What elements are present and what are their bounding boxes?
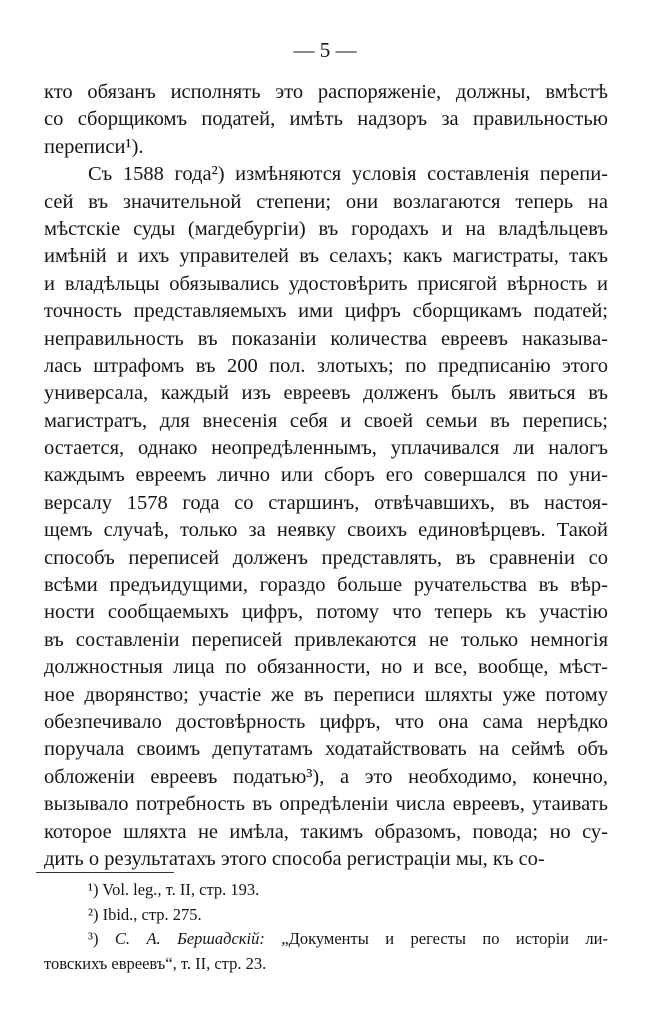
text-line: каждымъ евреемъ лично или сборъ его совершался по уни- [44,464,608,487]
text-line: ности сообщаемыхъ цифръ, потому что теперь къ участію [44,601,608,624]
text-line: обезпечивало достовѣрность цифръ, что она сама нерѣдко [44,710,608,733]
footnote-author: С. А. Бершадскій: [114,929,265,949]
text-line: версалу 1578 года со старшинъ, отвѣчавшихъ, въ настоя- [44,491,608,514]
text-line: дить о результатахъ этого способа регистраціи мы, къ со- [44,847,545,870]
text-line: въ составленіи переписей привлекаются не только немногія [44,628,608,651]
text-line: всѣми предъидущими, гораздо больше ручательства въ вѣр- [44,574,608,597]
text-line: со сборщикомъ податей, имѣть надзоръ за правильностью [44,108,608,131]
text-line: имѣній и ихъ управителей въ селахъ; какъ магистраты, такъ [44,245,608,268]
text-line: и владѣльцы обязывались удостовѣрить присягой вѣрность и [44,272,608,295]
text-line: переписи¹). [44,135,144,158]
footnote-marker: ³) [88,929,99,949]
text-line: универсала, каждый изъ евреевъ долженъ былъ явиться въ [44,382,608,405]
footnote-marker: ²) [88,904,99,924]
text-line: вызывало потребность въ опредѣленіи числа евреевъ, утаивать [44,793,608,816]
text-line: магистратъ, для внесенія себя и своей семьи въ перепись; [44,409,608,432]
footnotes [44,878,608,976]
text-line: точность представляемыхъ ими цифръ сборщикамъ податей; [44,300,608,323]
text-line: мѣстскіе суды (магдебургіи) въ городахъ и на владѣльцевъ [44,217,608,240]
footnote-text: „Документы и регесты по исторіи ли- [281,929,608,949]
body-text [44,79,608,873]
footnote-text: Ibid., стр. 275. [102,904,202,924]
text-line: сей въ значительной степени; они возлагаются теперь на [44,190,608,213]
text-line: обложеніи евреевъ податью³), а это необходимо, конечно, [44,765,608,788]
text-line: поручала своимъ депутатамъ ходатайствовать на сеймѣ объ [44,738,608,761]
text-line: кто обязанъ исполнять это распоряженіе, должны, вмѣстѣ [44,81,608,103]
footnote-2 [44,903,608,928]
footnote-divider [36,872,174,873]
footnote-text: Vol. leg., т. II, стр. 193. [102,880,260,899]
text-line: неправильность въ показаніи количества евреевъ наказыва- [44,327,608,350]
page-number: — 5 — [293,38,357,62]
text-line: щемъ случаѣ, только за неявку своихъ единовѣрцевъ. Такой [44,519,608,542]
text-line: ное дворянство; участіе же въ переписи шляхты уже потому [44,683,608,706]
footnote-marker: ¹) [88,880,99,899]
footnote-1 [44,878,608,903]
text-line: лась штрафомъ въ 200 пол. злотыхъ; по предписанію этого [44,354,608,377]
text-line: способъ переписей долженъ представлять, въ сравненіи со [44,546,608,569]
text-line: остается, однако неопредѣленнымъ, уплачивался ли налогъ [44,437,608,460]
text-line: которое шляхта не имѣла, такимъ образомъ, повода; но су- [44,820,608,843]
text-line: Съ 1588 года²) измѣняются условія составленія перепи- [88,163,608,186]
footnote-3-continuation: товскихъ евреевъ“, т. II, стр. 23. [44,953,267,973]
footnote-3 [44,927,608,952]
text-line: должностныя лица по обязанности, но и все, вообще, мѣст- [44,656,608,679]
